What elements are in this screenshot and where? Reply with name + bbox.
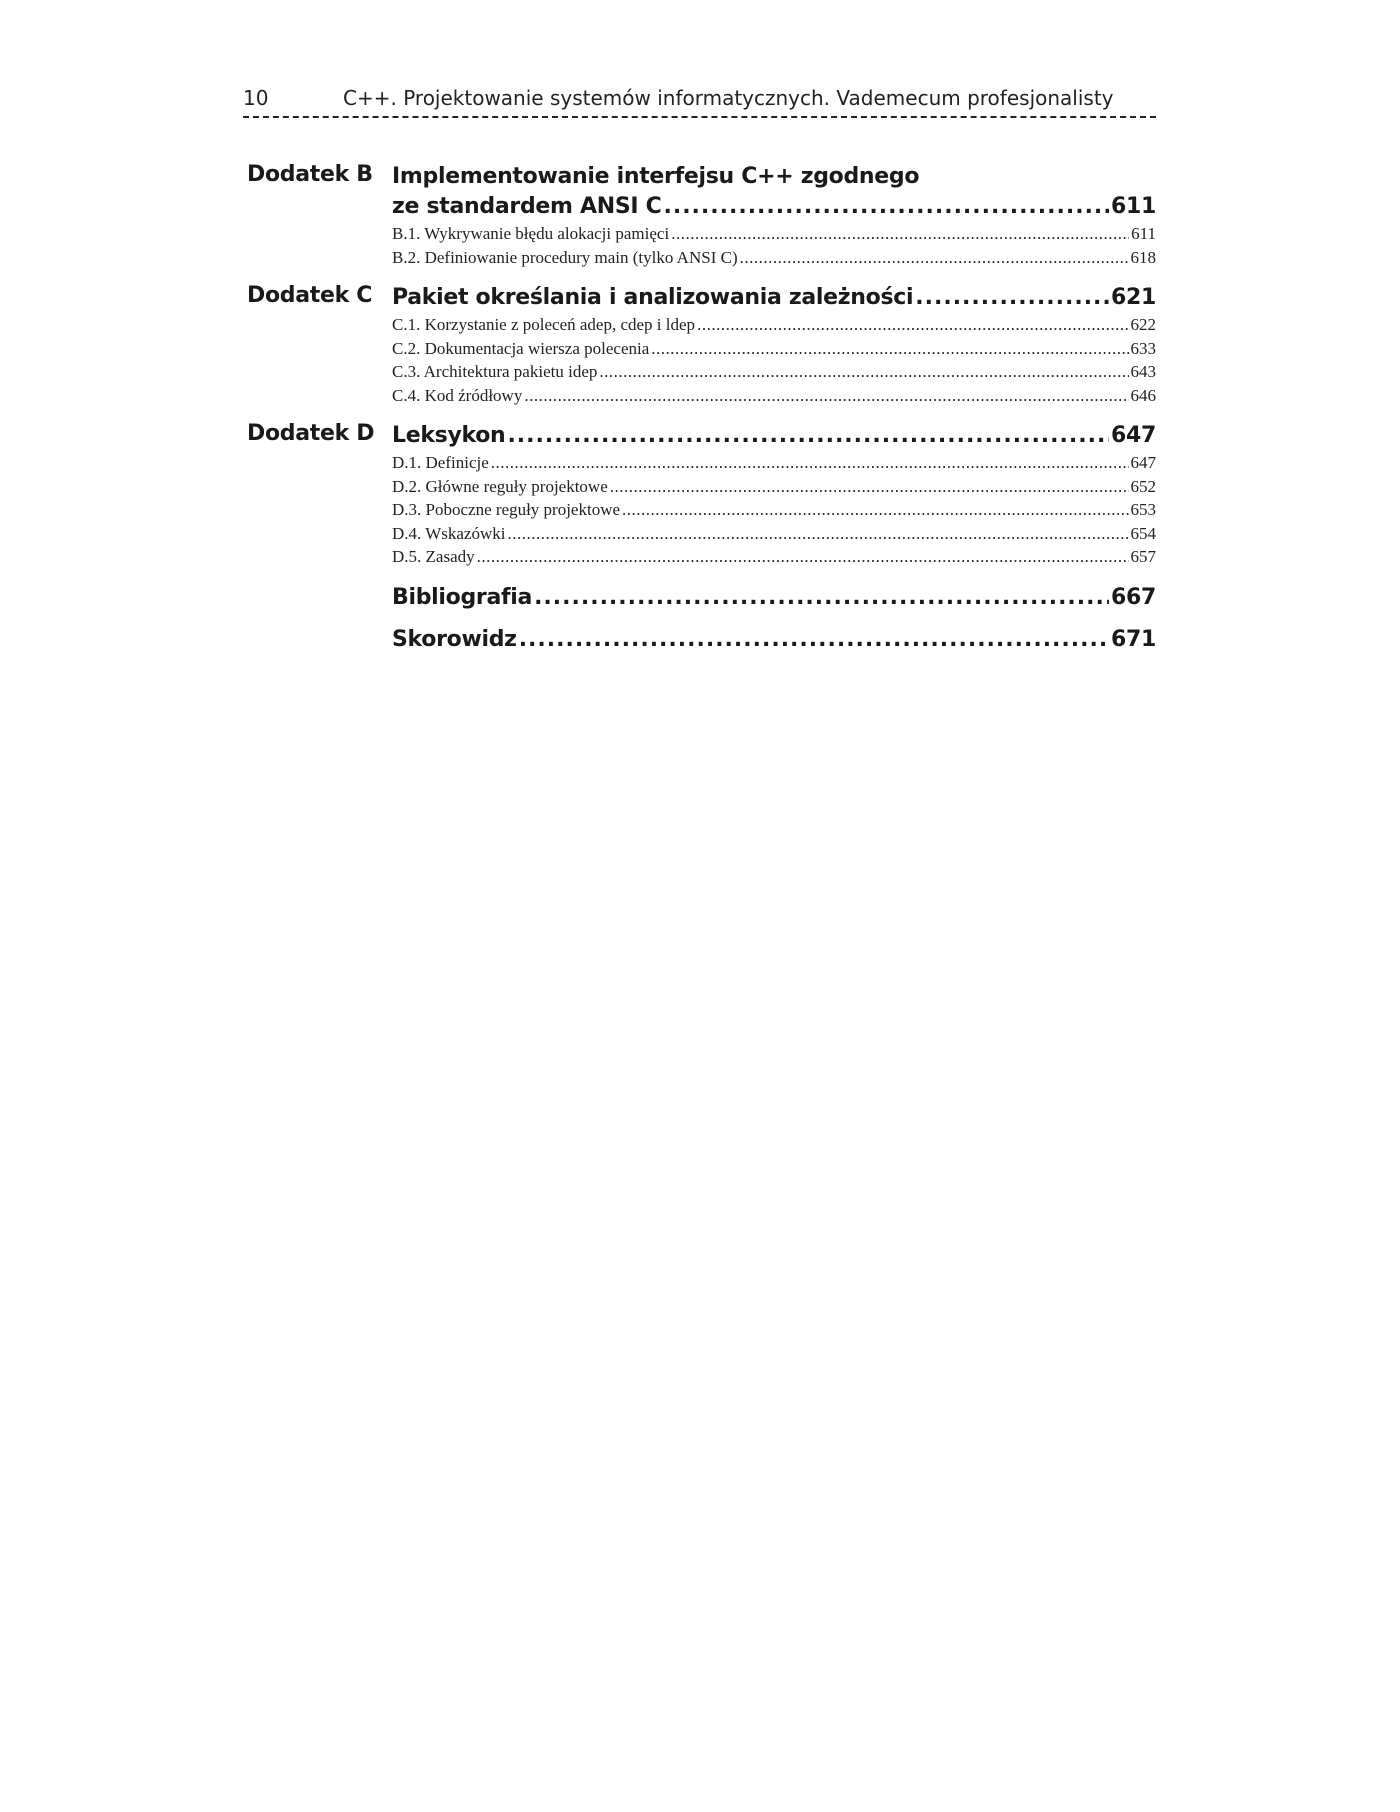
header-rule (243, 116, 1156, 118)
bibliography-title: Bibliografia (392, 584, 533, 610)
section-title: D.3. Poboczne reguły projektowe (392, 500, 621, 519)
toc-section-entry[interactable] (392, 498, 1156, 522)
dot-leader (507, 421, 1109, 451)
dot-leader (671, 222, 1129, 246)
page-ref: 622 (1130, 315, 1156, 334)
appendix-label: Dodatek B (247, 162, 373, 187)
appendix-label: Dodatek C (247, 283, 373, 308)
dot-leader (915, 283, 1109, 313)
page-ref: 647 (1130, 453, 1156, 472)
dot-leader (740, 246, 1129, 270)
appendix-title-continued: ze standardem ANSI C (392, 194, 662, 219)
toc-entry[interactable] (392, 583, 1156, 613)
toc-section-entry[interactable] (392, 522, 1156, 546)
appendix-d (243, 421, 1156, 569)
section-title: D.4. Wskazówki (392, 523, 506, 543)
section-title: D.5. Zasady (392, 547, 475, 566)
page-ref: 621 (1110, 285, 1156, 310)
page-ref: 618 (1130, 247, 1156, 267)
section-title: C.3. Architektura pakietu idep (392, 362, 598, 381)
toc-section-entry[interactable] (392, 475, 1156, 499)
toc-entry[interactable] (392, 421, 1156, 451)
toc-section-entry[interactable] (392, 360, 1156, 384)
toc-section-entry[interactable] (392, 451, 1156, 475)
dot-leader (491, 451, 1129, 475)
appendix-title: Leksykon (392, 423, 506, 448)
dot-leader (534, 583, 1109, 613)
section-title: D.1. Definicje (392, 453, 489, 472)
toc-section-entry[interactable] (392, 384, 1156, 408)
appendix-title: Pakiet określania i analizowania zależności (392, 285, 914, 310)
page-ref: 653 (1130, 500, 1156, 519)
appendix-label: Dodatek D (247, 421, 375, 446)
toc-section-entry[interactable] (392, 545, 1156, 569)
dot-leader (663, 192, 1108, 222)
section-title: B.2. Definiowanie procedury main (tylko ANSI C) (392, 247, 738, 267)
toc-section-entry[interactable] (392, 246, 1156, 270)
page-number: 10 (243, 86, 269, 110)
page-ref: 652 (1130, 476, 1156, 496)
dot-leader (507, 522, 1128, 546)
appendix-c (243, 283, 1156, 407)
page-ref: 646 (1130, 385, 1156, 405)
section-title: D.2. Główne reguły projektowe (392, 476, 608, 496)
appendix-title: Implementowanie interfejsu C++ zgodnego (392, 164, 920, 189)
dot-leader (524, 384, 1128, 408)
dot-leader (477, 545, 1129, 569)
appendix-b (243, 162, 1156, 269)
table-of-contents (243, 162, 1156, 667)
dot-leader (651, 337, 1128, 361)
bibliography (392, 583, 1156, 613)
toc-entry[interactable] (392, 192, 1156, 222)
page-ref: 647 (1110, 423, 1156, 448)
section-title: C.4. Kod źródłowy (392, 385, 523, 405)
index (392, 625, 1156, 655)
section-title: C.1. Korzystanie z poleceń adep, cdep i ldep (392, 315, 696, 334)
page-ref: 611 (1131, 224, 1156, 243)
toc-section-entry[interactable] (392, 337, 1156, 361)
page-ref: 633 (1130, 338, 1156, 358)
toc-entry[interactable] (392, 283, 1156, 313)
dot-leader (610, 475, 1129, 499)
page-ref: 611 (1110, 194, 1156, 219)
page-ref: 643 (1130, 362, 1156, 381)
page-ref: 657 (1130, 547, 1156, 566)
toc-entry[interactable] (392, 625, 1156, 655)
dot-leader (599, 360, 1128, 384)
section-title: C.2. Dokumentacja wiersza polecenia (392, 338, 650, 358)
page-ref: 667 (1110, 584, 1156, 610)
page-header (243, 80, 1156, 118)
page-ref: 671 (1110, 626, 1156, 652)
dot-leader (519, 625, 1109, 655)
dot-leader (697, 313, 1128, 337)
index-title: Skorowidz (392, 626, 517, 652)
section-title: B.1. Wykrywanie błędu alokacji pamięci (392, 224, 670, 243)
running-title: C++. Projektowanie systemów informatycznych. Vademecum profesjonalisty (343, 86, 1114, 110)
toc-section-entry[interactable] (392, 313, 1156, 337)
page-ref: 654 (1130, 523, 1156, 543)
toc-section-entry[interactable] (392, 222, 1156, 246)
dot-leader (622, 498, 1128, 522)
